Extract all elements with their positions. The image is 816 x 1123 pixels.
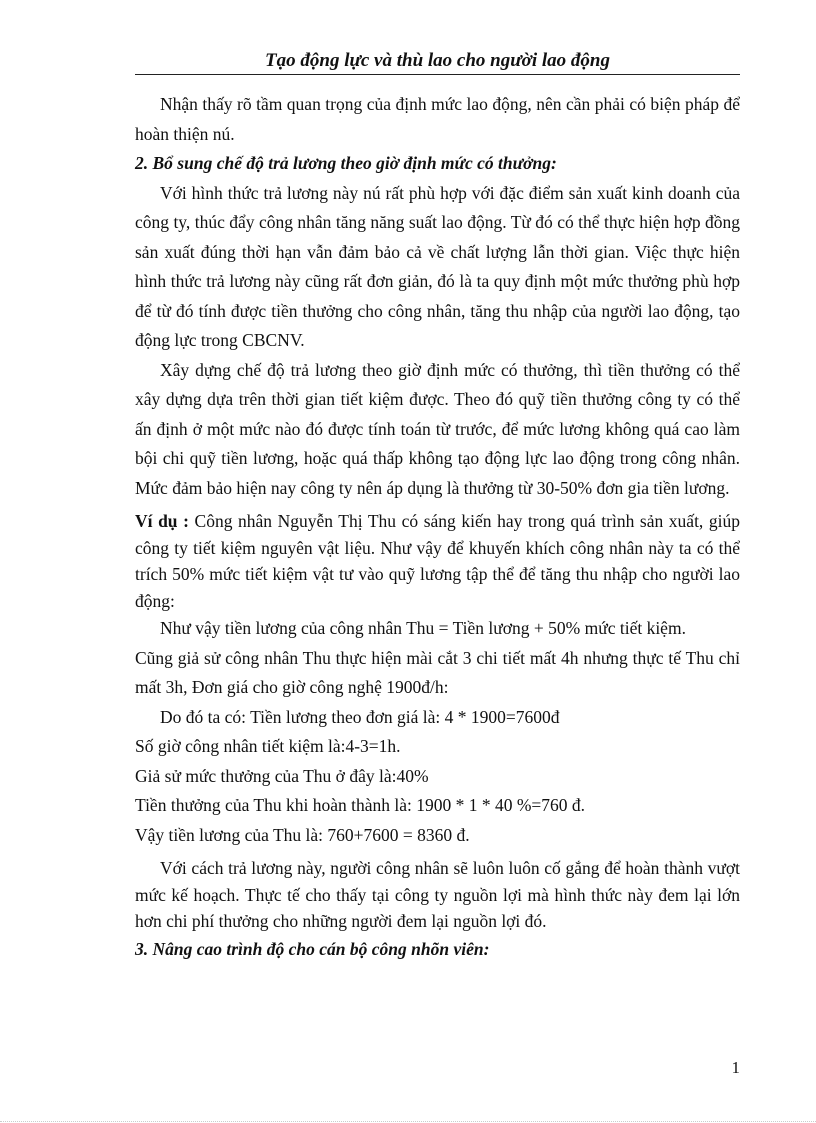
- paragraph-formula: Như vậy tiền lương của công nhân Thu = Tiền lương + 50% mức tiết kiệm.: [160, 618, 686, 638]
- paragraph-example: [135, 508, 740, 614]
- paragraph-bonus: Xây dựng chế độ trả lương theo giờ định mức có thưởng, thì tiền thưởng có thể xây dựng dựa trên thời gian tiết kiệm được. Theo đó quỹ tiền thưởng công ty có thể ấn định ở một mức nào đó được tính toán từ trước, để mức lương không quá cao làm bội chi quỹ tiền lương, hoặc quá thấp không tạo động lực lao động trong công nhân. Mức đảm bảo hiện nay công ty nên áp dụng là thưởng từ 30-50% đơn gia tiền lương.: [135, 359, 740, 498]
- page-number: 1: [731, 1058, 740, 1077]
- paragraph-method: Với hình thức trả lương này nú rất phù hợp với đặc điểm sản xuất kinh doanh của công ty, thúc đẩy công nhân tăng năng suất lao động. Từ đó có thể thực hiện hợp đồng sản xuất đúng thời hạn vẫn đảm bảo cả về chất lượng lẫn thời gian. Việc thực hiện hình thức trả lương này cũng rất đơn giản, đó là ta quy định một mức thưởng phù hợp để từ đó tính được tiền thưởng cho công nhân, tăng thu nhập của người lao động, tạo động lực trong CBCNV.: [135, 182, 740, 350]
- page-bottom-edge: [0, 1121, 816, 1122]
- paragraph-assumption: Cũng giả sử công nhân Thu thực hiện mài cắt 3 chi tiết mất 4h nhưng thực tế Thu chỉ mất 3h, Đơn giá cho giờ công nghệ 1900đ/h:: [135, 647, 740, 697]
- calc-line-hours: Số giờ công nhân tiết kiệm là:4-3=1h.: [135, 736, 401, 756]
- example-label: Ví dụ :: [135, 511, 189, 531]
- header-divider: [135, 74, 740, 75]
- page-header-title: Tạo động lực và thù lao cho người lao động: [265, 50, 610, 71]
- calc-line-total: Vậy tiền lương của Thu là: 760+7600 = 8360 đ.: [135, 824, 470, 845]
- example-text: Công nhân Nguyễn Thị Thu có sáng kiến hay trong quá trình sản xuất, giúp công ty tiết kiệm nguyên vật liệu. Như vậy để khuyến khích công nhân này ta có thể trích 50% mức tiết kiệm vật tư vào quỹ lương tập thể để tăng thu nhập cho người lao động:: [135, 511, 740, 611]
- paragraph-intro: Nhận thấy rõ tầm quan trọng của định mức lao động, nên cần phải có biện pháp để hoàn thiện nú.: [135, 94, 740, 144]
- calc-line-bonus: Tiền thưởng của Thu khi hoàn thành là: 1900 * 1 * 40 %=760 đ.: [135, 795, 586, 815]
- calc-line-wage: Do đó ta có: Tiền lương theo đơn giá là: 4 * 1900=7600đ: [160, 706, 560, 727]
- paragraph-conclusion: Với cách trả lương này, người công nhân sẽ luôn luôn cố gắng để hoàn thành vượt mức kế hoạch. Thực tế cho thấy tại công ty nguồn lợi mà hình thức này đem lại lớn hơn chi phí thưởng cho những người đem lại nguồn lợi đó.: [135, 858, 740, 931]
- document-body: [135, 90, 740, 964]
- section-heading-3: 3. Nâng cao trình độ cho cán bộ công nhõn viên:: [135, 938, 490, 959]
- section-heading-2: 2. Bổ sung chế độ trả lương theo giờ định mức có thưởng:: [135, 153, 557, 173]
- calc-line-rate: Giả sử mức thưởng của Thu ở đây là:40%: [135, 765, 429, 786]
